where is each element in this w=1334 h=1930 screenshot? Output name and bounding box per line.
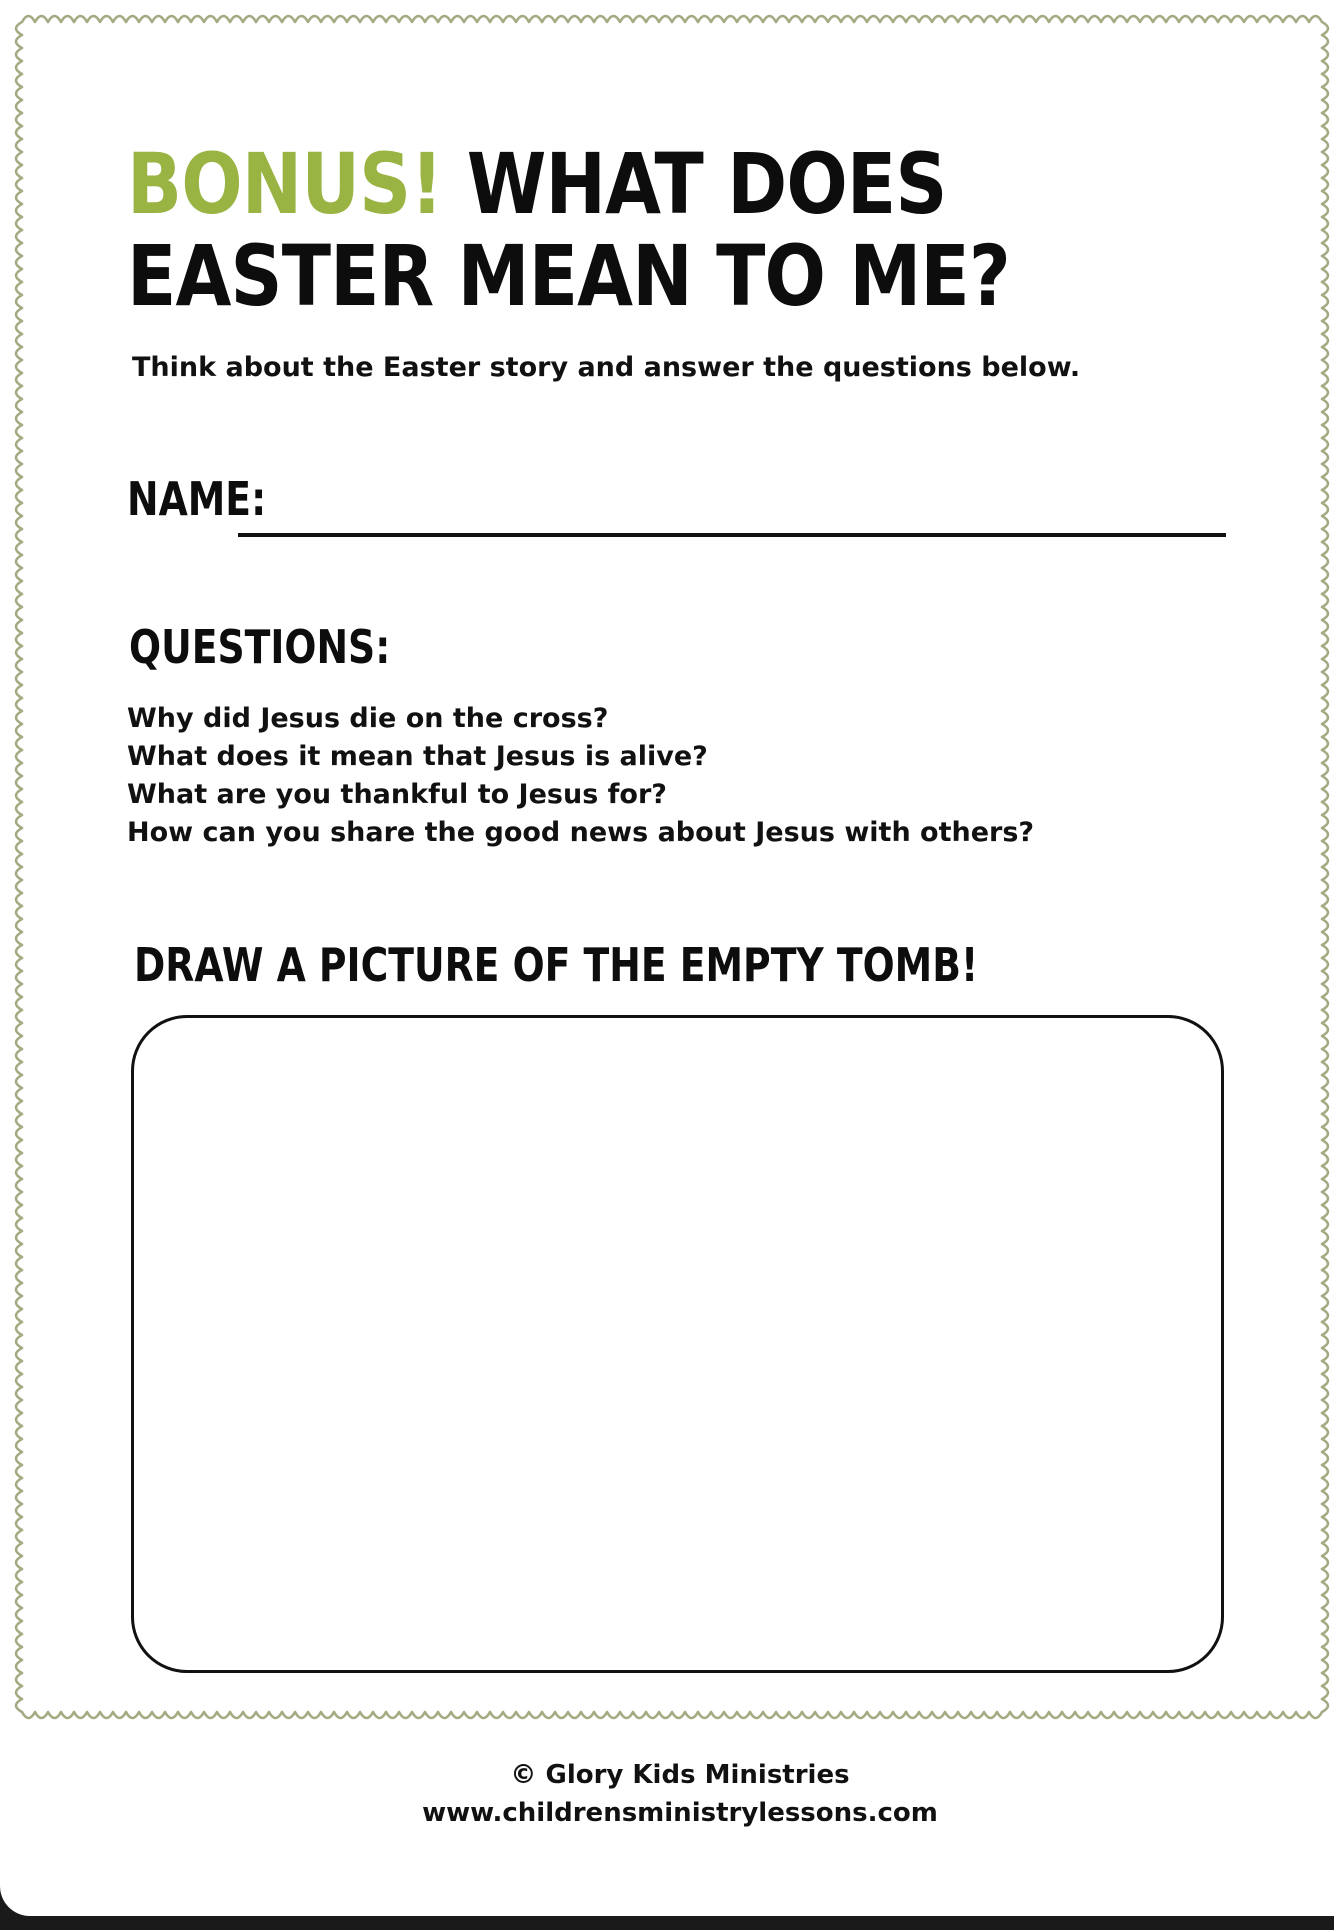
name-label: NAME: bbox=[127, 472, 267, 526]
question-item: How can you share the good news about Jesus with others? bbox=[127, 817, 1035, 848]
copyright-text: © Glory Kids Ministries bbox=[510, 1760, 850, 1790]
intro-text: Think about the Easter story and answer the questions below. bbox=[132, 352, 1081, 383]
drawing-box[interactable] bbox=[131, 1015, 1224, 1673]
question-item: What are you thankful to Jesus for? bbox=[127, 779, 667, 810]
question-list bbox=[127, 700, 1034, 852]
name-write-line[interactable] bbox=[238, 533, 1226, 537]
question-item: What does it mean that Jesus is alive? bbox=[127, 741, 708, 772]
question-item: Why did Jesus die on the cross? bbox=[127, 703, 609, 734]
draw-heading: DRAW A PICTURE OF THE EMPTY TOMB! bbox=[134, 938, 979, 992]
title-line-2: EASTER MEAN TO ME? bbox=[127, 227, 1010, 325]
website-text: www.childrensministrylessons.com bbox=[422, 1798, 938, 1828]
title-line-1: WHAT DOES bbox=[466, 135, 947, 233]
footer bbox=[0, 1756, 1334, 1832]
title-accent: BONUS! bbox=[127, 135, 443, 233]
questions-heading: QUESTIONS: bbox=[129, 620, 391, 674]
page-title bbox=[127, 135, 1010, 325]
